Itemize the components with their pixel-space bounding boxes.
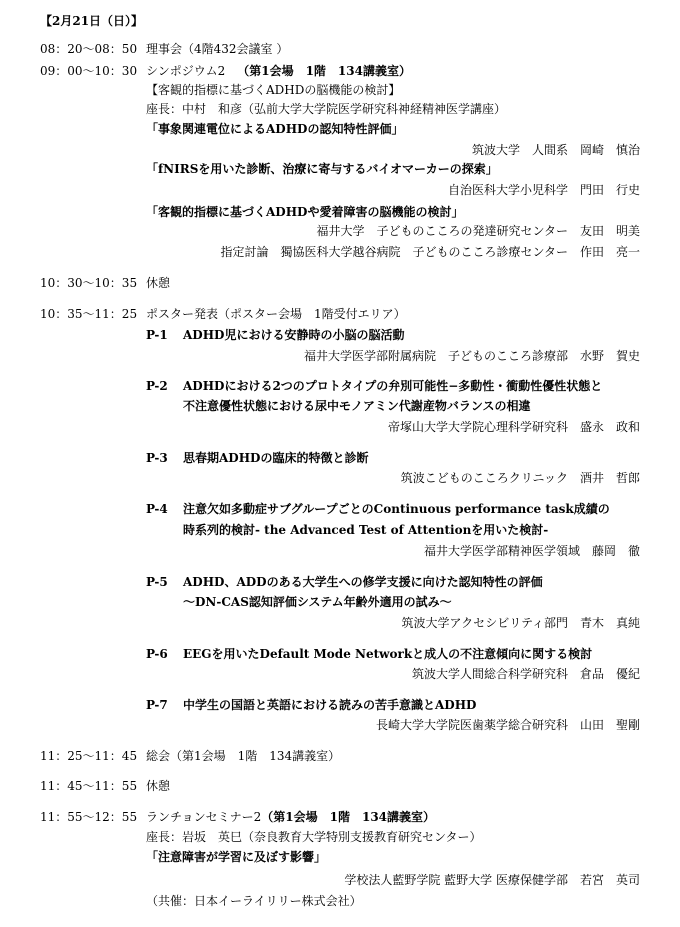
session-title: ポスター発表（ポスター会場 1階受付エリア）: [146, 307, 406, 321]
poster-title: 思春期ADHDの臨床的特徴と診断: [183, 451, 369, 465]
session-title: 理事会（4階432会議室 ）: [146, 42, 289, 56]
talk-title: 「注意障害が学習に及ぼす影響」: [146, 850, 327, 864]
talk-speaker: 福井大学 子どものこころの発達研究センター 友田 明美: [316, 224, 640, 238]
session-time: 09：00〜10：30: [40, 64, 138, 78]
talk-speaker: 筑波大学 人間系 岡崎 慎治: [471, 143, 640, 157]
poster-title: EEGを用いたDefault Mode Networkと成人の不注意傾向に関する検討: [183, 647, 593, 661]
session-room: （第1会場 1階 134講義室）: [237, 64, 411, 78]
poster-speaker: 筑波大学アクセシビリティ部門 青木 真純: [401, 616, 640, 630]
poster-id: P-1: [146, 328, 168, 342]
session-title: [146, 811, 435, 823]
poster-speaker: 福井大学医学部精神医学領域 藤岡 徹: [423, 544, 640, 558]
poster-title: 注意欠如多動症サブグループごとのContinuous performance task成績の: [183, 502, 610, 516]
poster-speaker: 筑波大学人間総合科学研究科 倉品 優紀: [411, 667, 640, 681]
session-title: 休憩: [146, 779, 171, 793]
date-header: 【2月21日（日）】: [40, 14, 144, 28]
session-time: 10：35〜11：25: [40, 307, 138, 321]
session-time: 11：25〜11：45: [40, 749, 138, 763]
poster-speaker: 長崎大学大学院医歯薬学総合研究科 山田 聖剛: [375, 718, 640, 732]
poster-title: ADHD児における安静時の小脳の脳活動: [183, 328, 405, 342]
poster-id: P-7: [146, 698, 168, 712]
poster-id: P-6: [146, 647, 168, 661]
poster-id: P-2: [146, 379, 168, 393]
poster-id: P-4: [146, 502, 168, 516]
session-title: 総会（第1会場 1階 134講義室）: [146, 749, 341, 763]
sponsor-note: （共催：日本イーライリリー株式会社）: [146, 894, 362, 908]
talk-title: 「客観的指標に基づくADHDや愛着障害の脳機能の検討」: [146, 205, 464, 219]
poster-title-line2: 時系列的検討- the Advanced Test of Attentionを用いた検討-: [183, 523, 549, 537]
session-title: 休憩: [146, 276, 171, 290]
poster-id: P-5: [146, 575, 168, 589]
session-title-prefix: シンポジウム2: [146, 64, 226, 78]
poster-title-line2: 不注意優性状態における尿中モノアミン代謝産物バランスの相違: [183, 399, 531, 413]
poster-title-line2: 〜DN-CAS認知評価システム年齢外適用の試み〜: [183, 595, 452, 609]
designated-discussion: 指定討論 獨協医科大学越谷病院 子どものこころ診療センター 作田 亮一: [220, 245, 640, 259]
session-time: 11：55〜12：55: [40, 810, 138, 824]
poster-speaker: 福井大学医学部附属病院 子どものこころ診療部 水野 賀史: [303, 349, 640, 363]
chair: 座長：中村 和彦（弘前大学大学院医学研究科神経精神医学講座）: [146, 102, 507, 116]
chair: 座長：岩坂 英巳（奈良教育大学特別支援教育研究センター）: [146, 830, 482, 844]
talk-title: 「fNIRSを用いた診断、治療に寄与するバイオマーカーの探索」: [146, 162, 498, 176]
symposium-theme: 【客観的指標に基づくADHDの脳機能の検討】: [146, 83, 401, 97]
poster-id: P-3: [146, 451, 168, 465]
poster-title: 中学生の国語と英語における読みの苦手意識とADHD: [183, 698, 477, 712]
session-title: [146, 65, 411, 77]
talk-title: 「事象関連電位によるADHDの認知特性評価」: [146, 122, 404, 136]
poster-speaker: 筑波こどものこころクリニック 酒井 哲郎: [400, 471, 640, 485]
session-time: 08：20〜08：50: [40, 42, 138, 56]
session-room: （第1会場 1階 134講義室）: [261, 810, 436, 824]
session-title-prefix: ランチョンセミナー2: [146, 810, 262, 824]
session-time: 11：45〜11：55: [40, 779, 138, 793]
talk-speaker: 学校法人藍野学院 藍野大学 医療保健学部 若宮 英司: [344, 873, 640, 887]
poster-title: ADHDにおける2つのプロトタイプの弁別可能性−多動性・衝動性優性状態と: [183, 379, 603, 393]
talk-speaker: 自治医科大学小児科学 門田 行史: [447, 183, 640, 197]
poster-title: ADHD、ADDのある大学生への修学支援に向けた認知特性の評価: [183, 575, 543, 589]
poster-speaker: 帝塚山大学大学院心理科学研究科 盛永 政和: [387, 420, 640, 434]
session-time: 10：30〜10：35: [40, 276, 138, 290]
